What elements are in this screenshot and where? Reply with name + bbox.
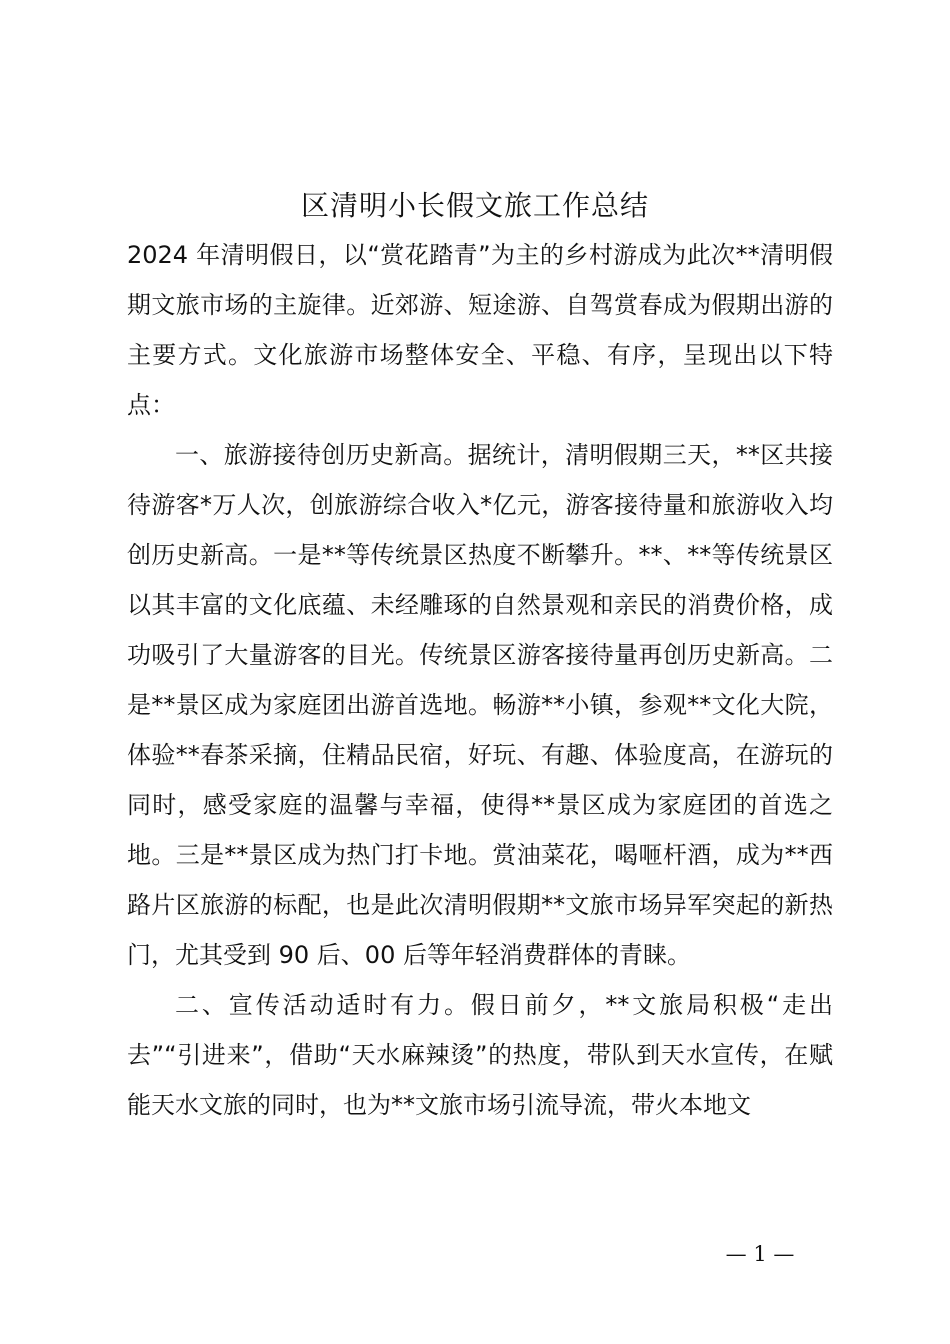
page-number: — 1 — bbox=[725, 1242, 795, 1266]
section-one-paragraph: 一、旅游接待创历史新高。据统计，清明假期三天，**区共接待游客*万人次，创旅游综合收入*亿元，游客接待量和旅游收入均创历史新高。一是**等传统景区热度不断攀升。**、**等传统景区以其丰富的文化底蕴、未经雕琢的自然景观和亲民的消费价格，成功吸引了大量游客的目光。传统景区游客接待量再创历史新高。二是**景区成为家庭团出游首选地。畅游**小镇，参观**文化大院，体验**春茶采摘，住精品民宿，好玩、有趣、体验度高，在游玩的同时，感受家庭的温馨与幸福，使得**景区成为家庭团的首选之地。三是**景区成为热门打卡地。赏油菜花，喝咂杆酒，成为**西路片区旅游的标配，也是此次清明假期**文旅市场异军突起的新热门，尤其受到 90 后、00 后等年轻消费群体的青睐。 bbox=[127, 441, 833, 969]
document-body bbox=[127, 230, 833, 1130]
section-two-paragraph: 二、宣传活动适时有力。假日前夕，**文旅局积极“走出去”“引进来”，借助“天水麻辣烫”的热度，带队到天水宣传，在赋能天水文旅的同时，也为**文旅市场引流导流，带火本地文 bbox=[127, 991, 833, 1119]
document-title: 区清明小长假文旅工作总结 bbox=[300, 189, 649, 222]
intro-paragraph: 2024 年清明假日，以“赏花踏青”为主的乡村游成为此次**清明假期文旅市场的主旋律。近郊游、短途游、自驾赏春成为假期出游的主要方式。文化旅游市场整体安全、平稳、有序，呈现出以下特点： bbox=[127, 241, 833, 419]
